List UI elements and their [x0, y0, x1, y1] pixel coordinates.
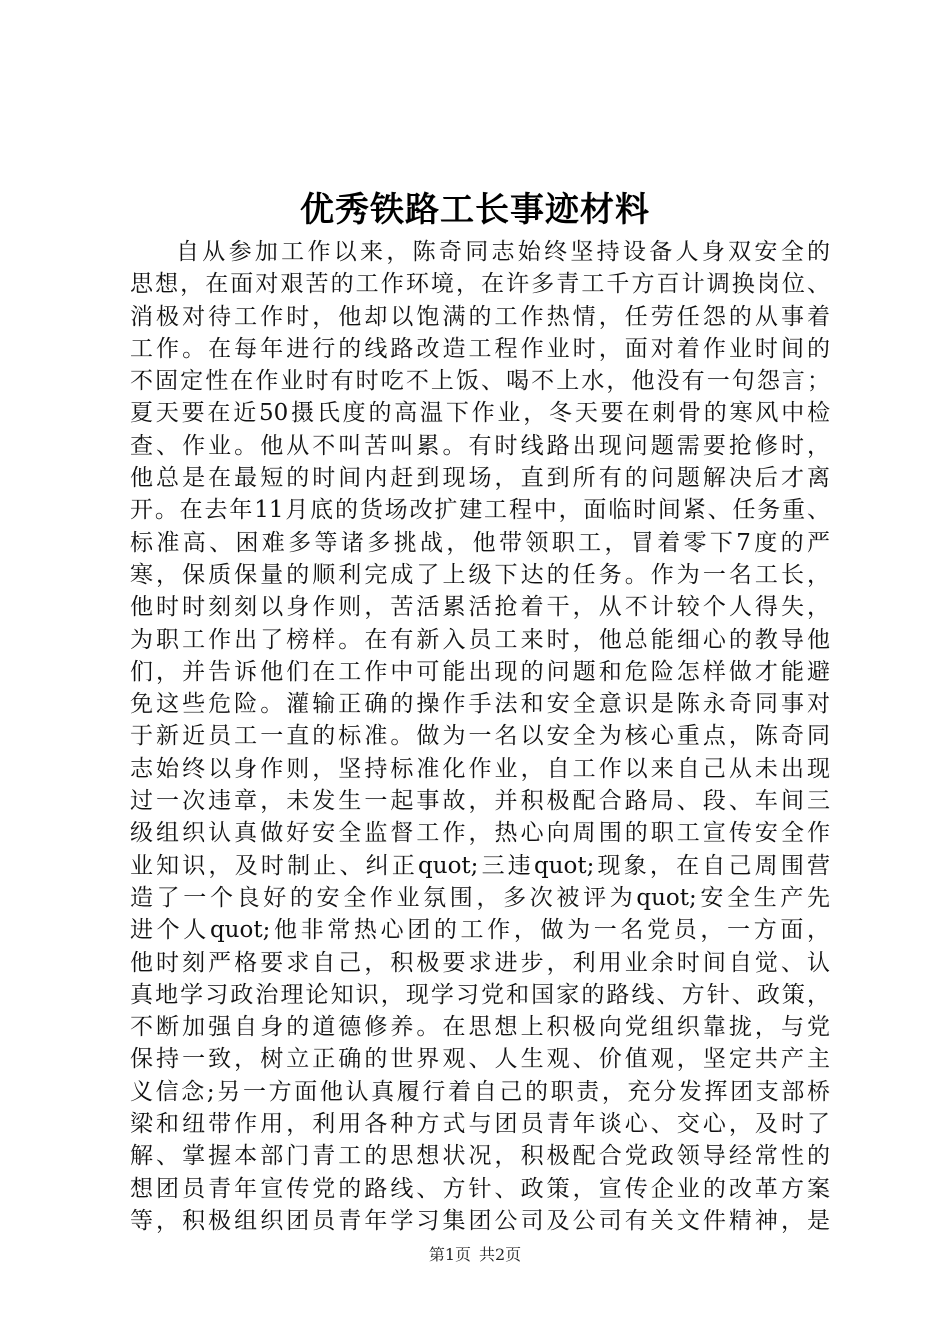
body-line: 义信念;另一方面他认真履行着自己的职责，充分发挥团支部桥: [130, 1078, 830, 1105]
body-line: 不断加强自身的道德修养。在思想上积极向党组织靠拢，与党: [130, 1014, 830, 1041]
body-line: 进个人quot;他非常热心团的工作，做为一名党员，一方面，: [130, 917, 830, 944]
body-line: 他总是在最短的时间内赶到现场，直到所有的问题解决后才离: [130, 465, 830, 492]
body-line: 他时刻严格要求自己，积极要求进步，利用业余时间自觉、认: [130, 949, 830, 976]
body-line: 他时时刻刻以身作则，苦活累活抢着干，从不计较个人得失，: [130, 594, 830, 621]
document-title: 优秀铁路工长事迹材料: [300, 190, 650, 230]
body-line: 思想，在面对艰苦的工作环境，在许多青工千方百计调换岗位、: [130, 271, 830, 298]
body-line: 于新近员工一直的标准。做为一名以安全为核心重点，陈奇同: [130, 723, 830, 750]
document-body: [130, 236, 830, 1237]
body-line: 标准高、困难多等诸多挑战，他带领职工，冒着零下7度的严: [130, 529, 830, 556]
body-line: 免这些危险。灌输正确的操作手法和安全意识是陈永奇同事对: [130, 691, 830, 718]
body-line: 想团员青年宣传党的路线、方针、政策，宣传企业的改革方案: [130, 1175, 830, 1202]
body-line: 解、掌握本部门青工的思想状况，积极配合党政领导经常性的: [130, 1143, 830, 1170]
body-line: 真地学习政治理论知识，现学习党和国家的路线、方针、政策，: [130, 981, 830, 1008]
body-line: 工作。在每年进行的线路改造工程作业时，面对着作业时间的: [130, 335, 830, 362]
body-line: 不固定性在作业时有时吃不上饭、喝不上水，他没有一句怨言；: [130, 368, 830, 395]
body-line: 梁和纽带作用，利用各种方式与团员青年谈心、交心，及时了: [130, 1111, 830, 1138]
body-line: 保持一致，树立正确的世界观、人生观、价值观，坚定共产主: [130, 1046, 830, 1073]
body-line: 过一次违章，未发生一起事故，并积极配合路局、段、车间三: [130, 788, 830, 815]
body-line: 消极对待工作时，他却以饱满的工作热情，任劳任怨的从事着: [130, 303, 830, 330]
body-line: 造了一个良好的安全作业氛围，多次被评为quot;安全生产先: [130, 884, 830, 911]
body-line: 夏天要在近50摄氏度的高温下作业，冬天要在刺骨的寒风中检: [130, 400, 830, 427]
body-line: 查、作业。他从不叫苦叫累。有时线路出现问题需要抢修时，: [130, 432, 830, 459]
body-line: 等，积极组织团员青年学习集团公司及公司有关文件精神，是: [130, 1207, 830, 1234]
page-number: 第1页: [428, 1245, 471, 1264]
body-line: 开。在去年11月底的货场改扩建工程中，面临时间紧、任务重、: [130, 497, 830, 524]
page-count: 共2页: [479, 1245, 522, 1264]
body-line: 寒，保质保量的顺利完成了上级下达的任务。作为一名工长，: [130, 561, 830, 588]
body-line: 级组织认真做好安全监督工作，热心向周围的职工宣传安全作: [130, 820, 830, 847]
page-footer: [0, 1244, 950, 1266]
body-line: 业知识，及时制止、纠正quot;三违quot;现象，在自己周围营: [130, 852, 830, 879]
body-line: 们，并告诉他们在工作中可能出现的问题和危险怎样做才能避: [130, 658, 830, 685]
body-line: 志始终以身作则，坚持标准化作业，自工作以来自己从未出现: [130, 755, 830, 782]
body-line: 为职工作出了榜样。在有新入员工来时，他总能细心的教导他: [130, 626, 830, 653]
body-line: 自从参加工作以来，陈奇同志始终坚持设备人身双安全的: [176, 239, 830, 265]
